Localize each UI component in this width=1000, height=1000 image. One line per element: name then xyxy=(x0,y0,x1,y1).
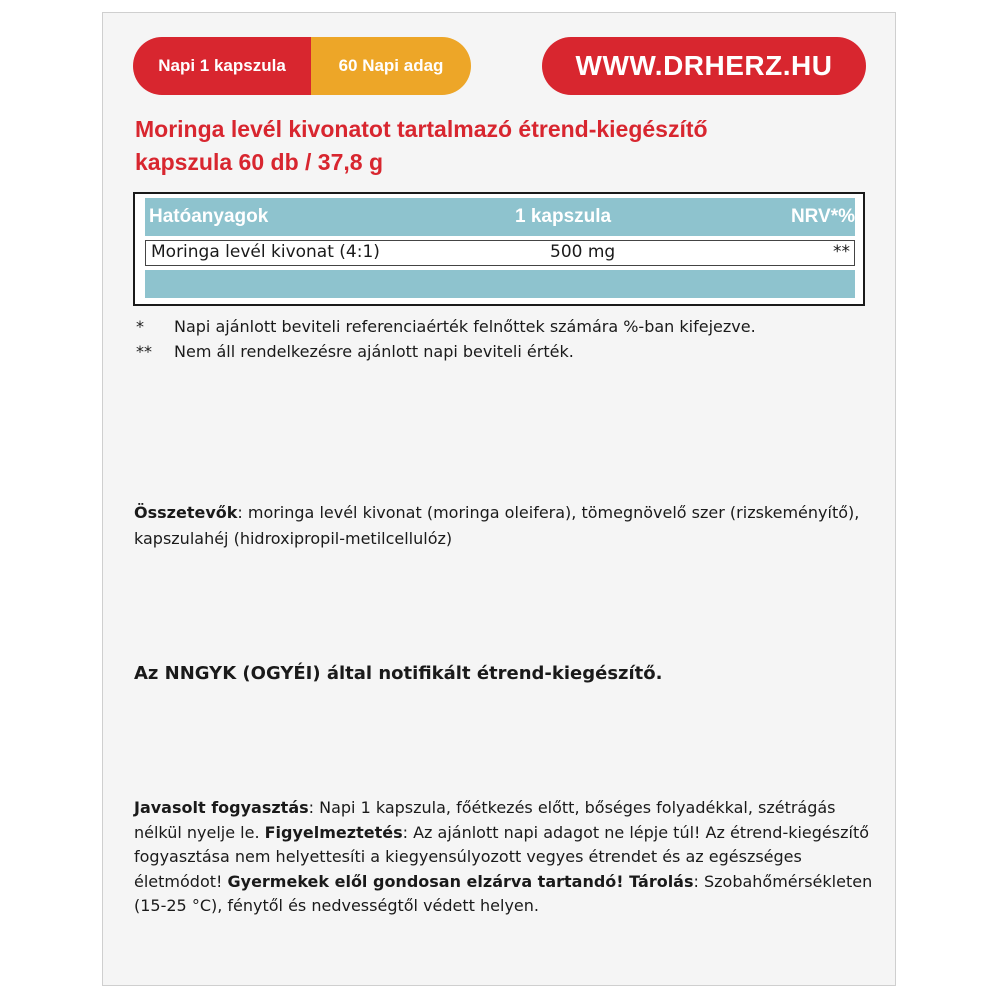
usage-label: Javasolt fogyasztás xyxy=(134,798,309,817)
warning-text: : Az ajánlott napi adagot ne lépje túl! Az étrend-kiegészítő fogyasztása nem helyettesíti a kiegyensúlyozott vegyes étrendet és az egészséges életmódot! xyxy=(134,822,870,891)
table-row xyxy=(145,240,855,266)
daily-dose-badge: Napi 1 kapszula xyxy=(133,37,311,95)
notification-statement: Az NNGYK (OGYÉI) által notifikált étrend-kiegészítő. xyxy=(134,663,663,684)
header-ingredient: Hatóanyagok xyxy=(149,206,269,227)
footnote-text: Napi ajánlott beviteli referenciaérték felnőttek számára %-ban kifejezve. xyxy=(174,317,756,336)
table-footer-band xyxy=(145,270,855,298)
product-title-line-1: Moringa levél kivonatot tartalmazó étrend-kiegészítő xyxy=(135,116,708,142)
ingredients-section xyxy=(134,500,874,552)
usage-section xyxy=(134,796,874,919)
active-ingredients-table xyxy=(133,192,865,306)
usage-text: : Napi 1 kapszula, főétkezés előtt, bőséges folyadékkal, szétrágás nélkül nyelje le. xyxy=(134,798,836,842)
footnote-text: Nem áll rendelkezésre ajánlott napi beviteli érték. xyxy=(174,342,574,361)
ingredients-text: : moringa levél kivonat (moringa oleifera), tömegnövelő szer (rizskeményítő), kapszulahéj (hidroxipropil-metilcellulóz) xyxy=(134,503,860,548)
warning-label: Figyelmeztetés xyxy=(264,822,403,842)
storage-label: Tárolás xyxy=(623,871,694,891)
footnote-mark: ** xyxy=(136,342,152,361)
footnote xyxy=(136,339,876,364)
dose-badge-group xyxy=(133,37,471,95)
row-nrv: ** xyxy=(833,242,850,262)
footnote xyxy=(136,314,876,339)
table-header xyxy=(145,198,855,236)
footnote-mark: * xyxy=(136,317,144,336)
row-ingredient: Moringa levél kivonat (4:1) xyxy=(151,242,380,262)
product-title-line-2: kapszula 60 db / 37,8 g xyxy=(135,149,383,175)
header-nrv: NRV*% xyxy=(790,206,855,227)
storage-text: : Szobahőmérsékleten (15-25 °C), fénytől és nedvességtől védett helyen. xyxy=(134,871,873,915)
ingredients-label: Összetevők xyxy=(134,503,238,522)
website-url-badge[interactable]: WWW.DRHERZ.HU xyxy=(542,37,866,95)
header-per-capsule: 1 kapszula xyxy=(515,206,612,227)
footnotes xyxy=(136,314,876,364)
product-title xyxy=(135,113,875,179)
children-warning: Gyermekek elől gondosan elzárva tartandó! xyxy=(227,871,624,891)
servings-badge: 60 Napi adag xyxy=(311,37,471,95)
row-per-capsule: 500 mg xyxy=(550,242,616,262)
